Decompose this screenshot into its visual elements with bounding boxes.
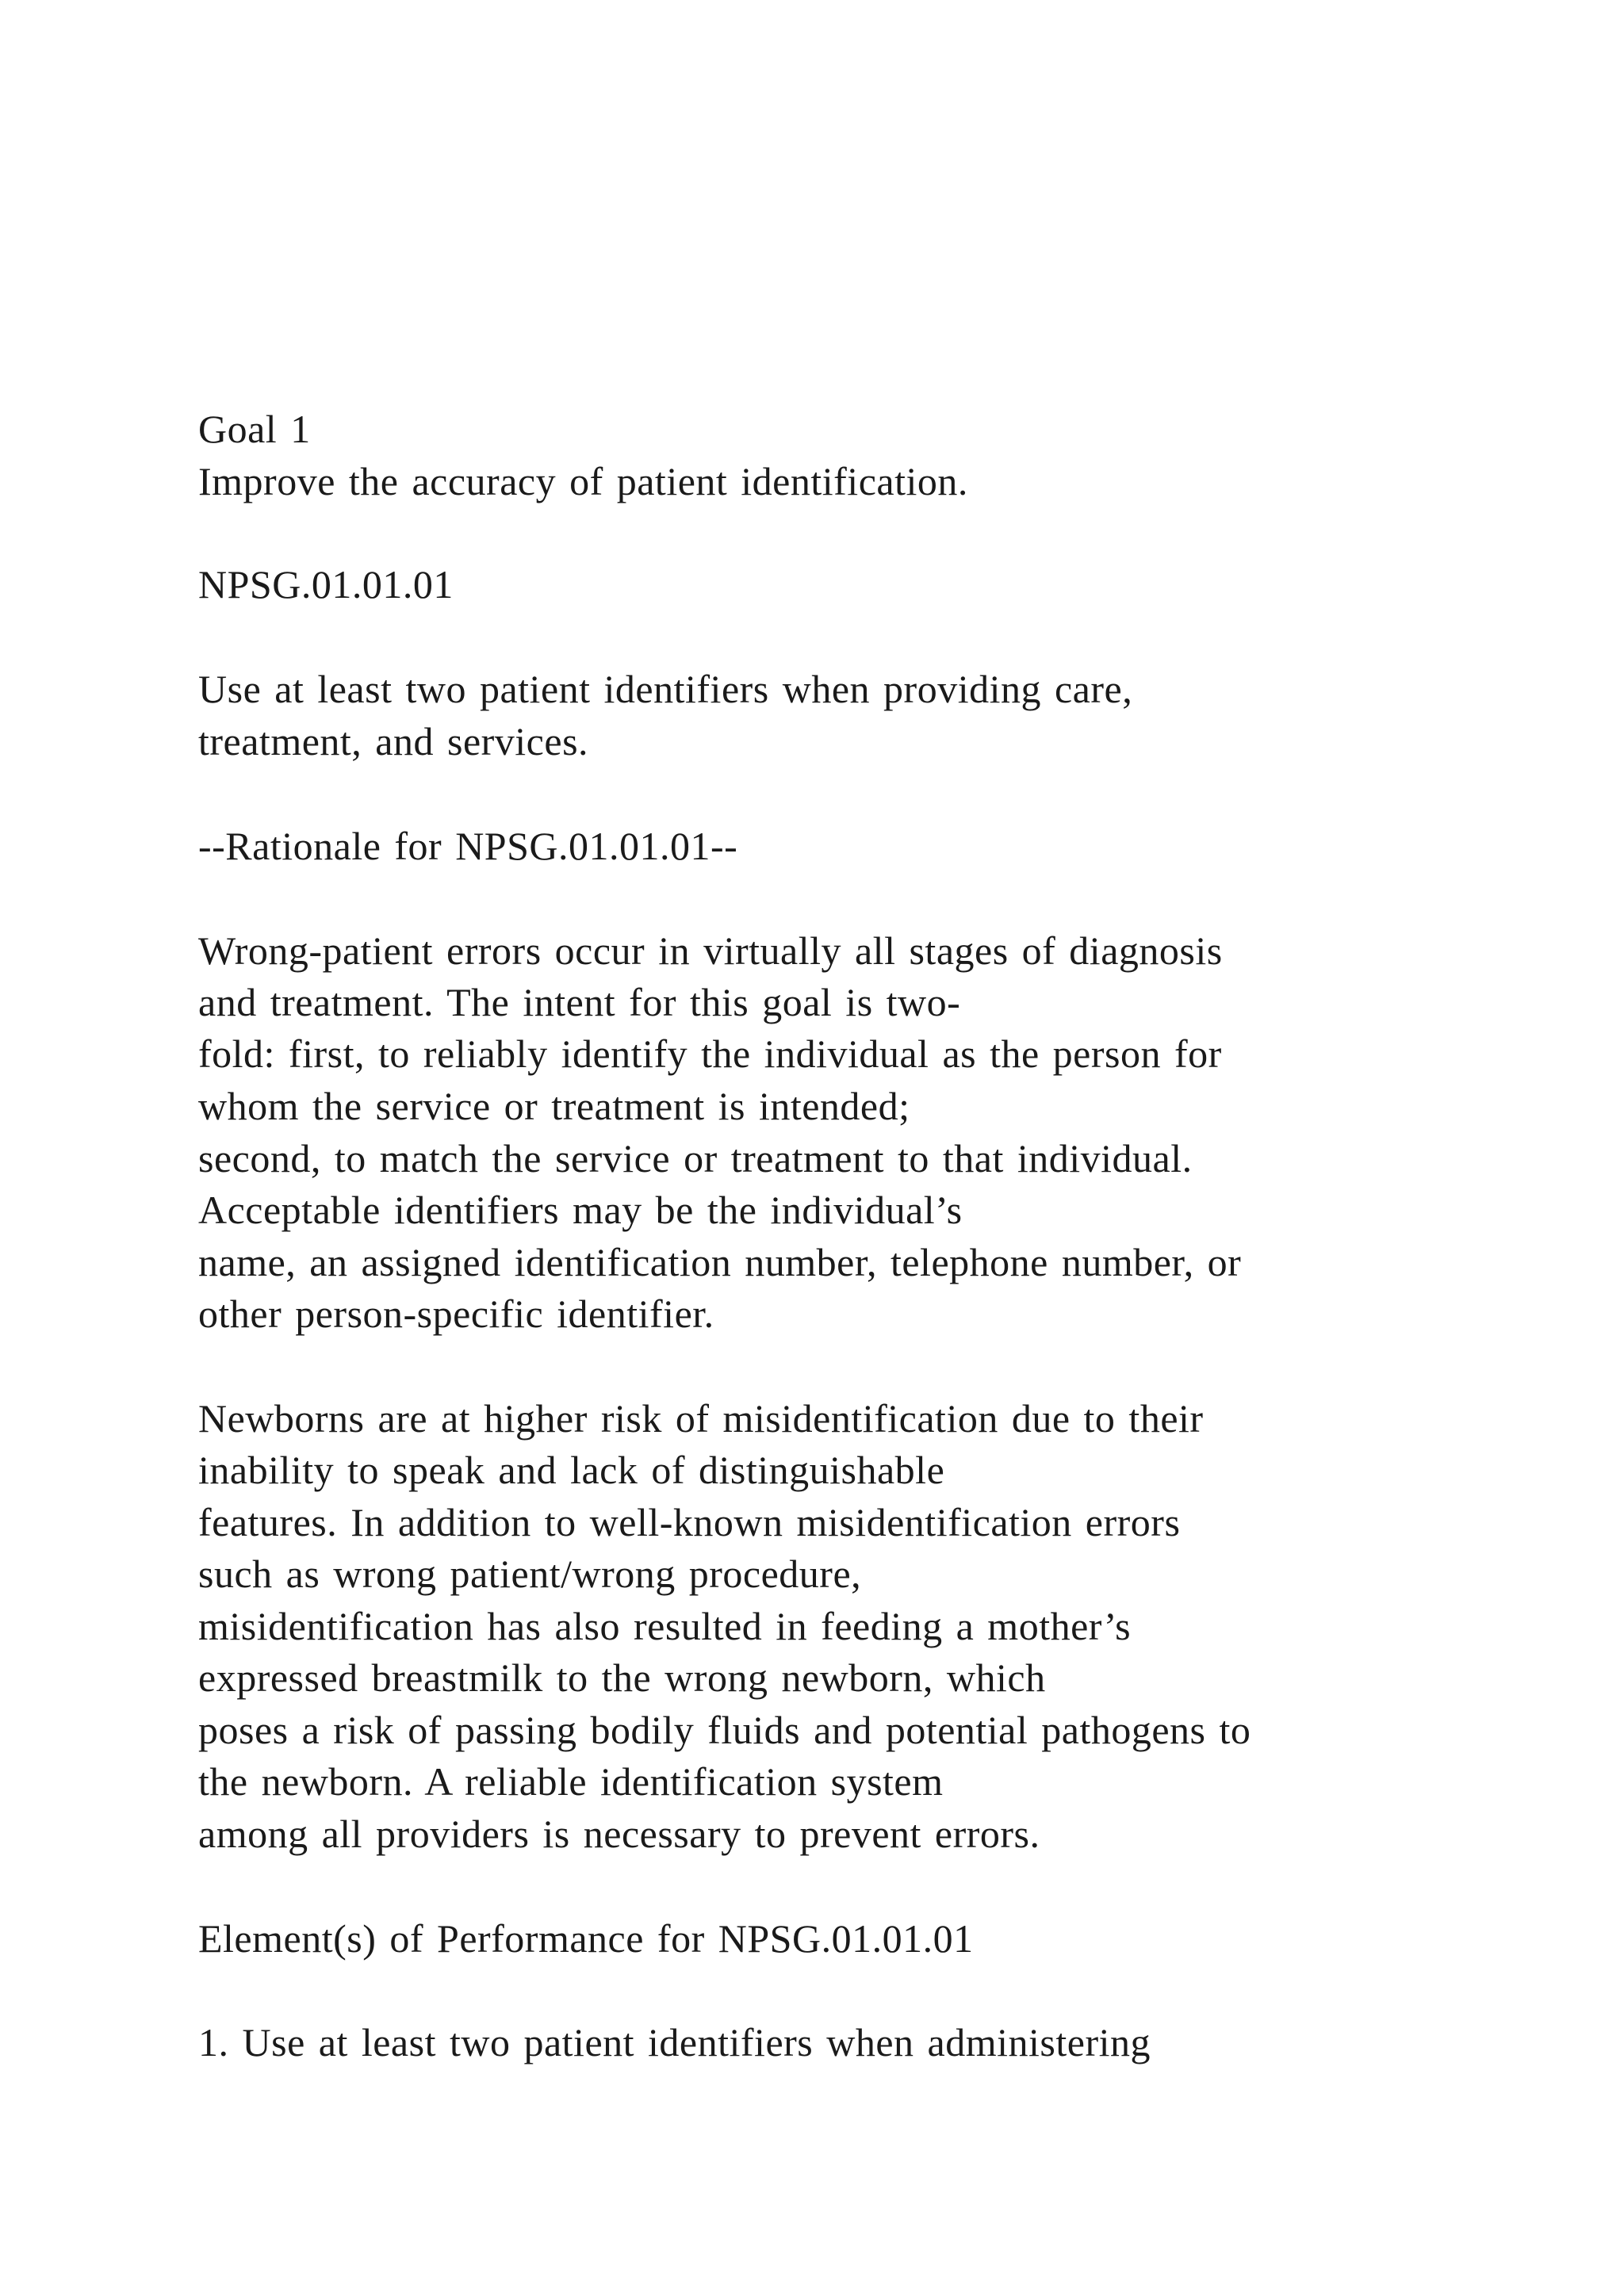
- newborn-paragraph-line: the newborn. A reliable identification system: [198, 1759, 944, 1804]
- standard-id: NPSG.01.01.01: [198, 562, 454, 607]
- rationale-line: other person-specific identifier.: [198, 1292, 714, 1336]
- newborn-paragraph-line: inability to speak and lack of distinguishable: [198, 1448, 945, 1492]
- newborn-paragraph-line: expressed breastmilk to the wrong newborn, which: [198, 1655, 1046, 1700]
- rationale-line: fold: first, to reliably identify the individual as the person for: [198, 1031, 1222, 1076]
- goal-description: Improve the accuracy of patient identification.: [198, 459, 968, 503]
- newborn-paragraph-line: misidentification has also resulted in feeding a mother’s: [198, 1604, 1132, 1648]
- rationale-line: name, an assigned identification number, telephone number, or: [198, 1240, 1242, 1284]
- rationale-line: second, to match the service or treatment to that individual.: [198, 1136, 1193, 1181]
- performance-item: 1. Use at least two patient identifiers when administering: [198, 2020, 1151, 2064]
- newborn-paragraph-line: such as wrong patient/wrong procedure,: [198, 1552, 862, 1596]
- newborn-paragraph-line: poses a risk of passing bodily fluids and potential pathogens to: [198, 1708, 1251, 1752]
- rationale-line: and treatment. The intent for this goal is two-: [198, 980, 961, 1024]
- newborn-paragraph-line: among all providers is necessary to prevent errors.: [198, 1812, 1040, 1856]
- rationale-line: Wrong-patient errors occur in virtually all stages of diagnosis: [198, 928, 1223, 973]
- rationale-line: Acceptable identifiers may be the individual’s: [198, 1188, 963, 1232]
- standard-text-line: Use at least two patient identifiers when providing care,: [198, 667, 1133, 711]
- performance-heading: Element(s) of Performance for NPSG.01.01.01: [198, 1916, 974, 1961]
- standard-text-line: treatment, and services.: [198, 719, 589, 763]
- rationale-heading: --Rationale for NPSG.01.01.01--: [198, 824, 738, 868]
- newborn-paragraph-line: Newborns are at higher risk of misidentification due to their: [198, 1396, 1204, 1441]
- rationale-line: whom the service or treatment is intended;: [198, 1084, 910, 1128]
- newborn-paragraph-line: features. In addition to well-known misidentification errors: [198, 1500, 1181, 1544]
- goal-heading: Goal 1: [198, 407, 311, 451]
